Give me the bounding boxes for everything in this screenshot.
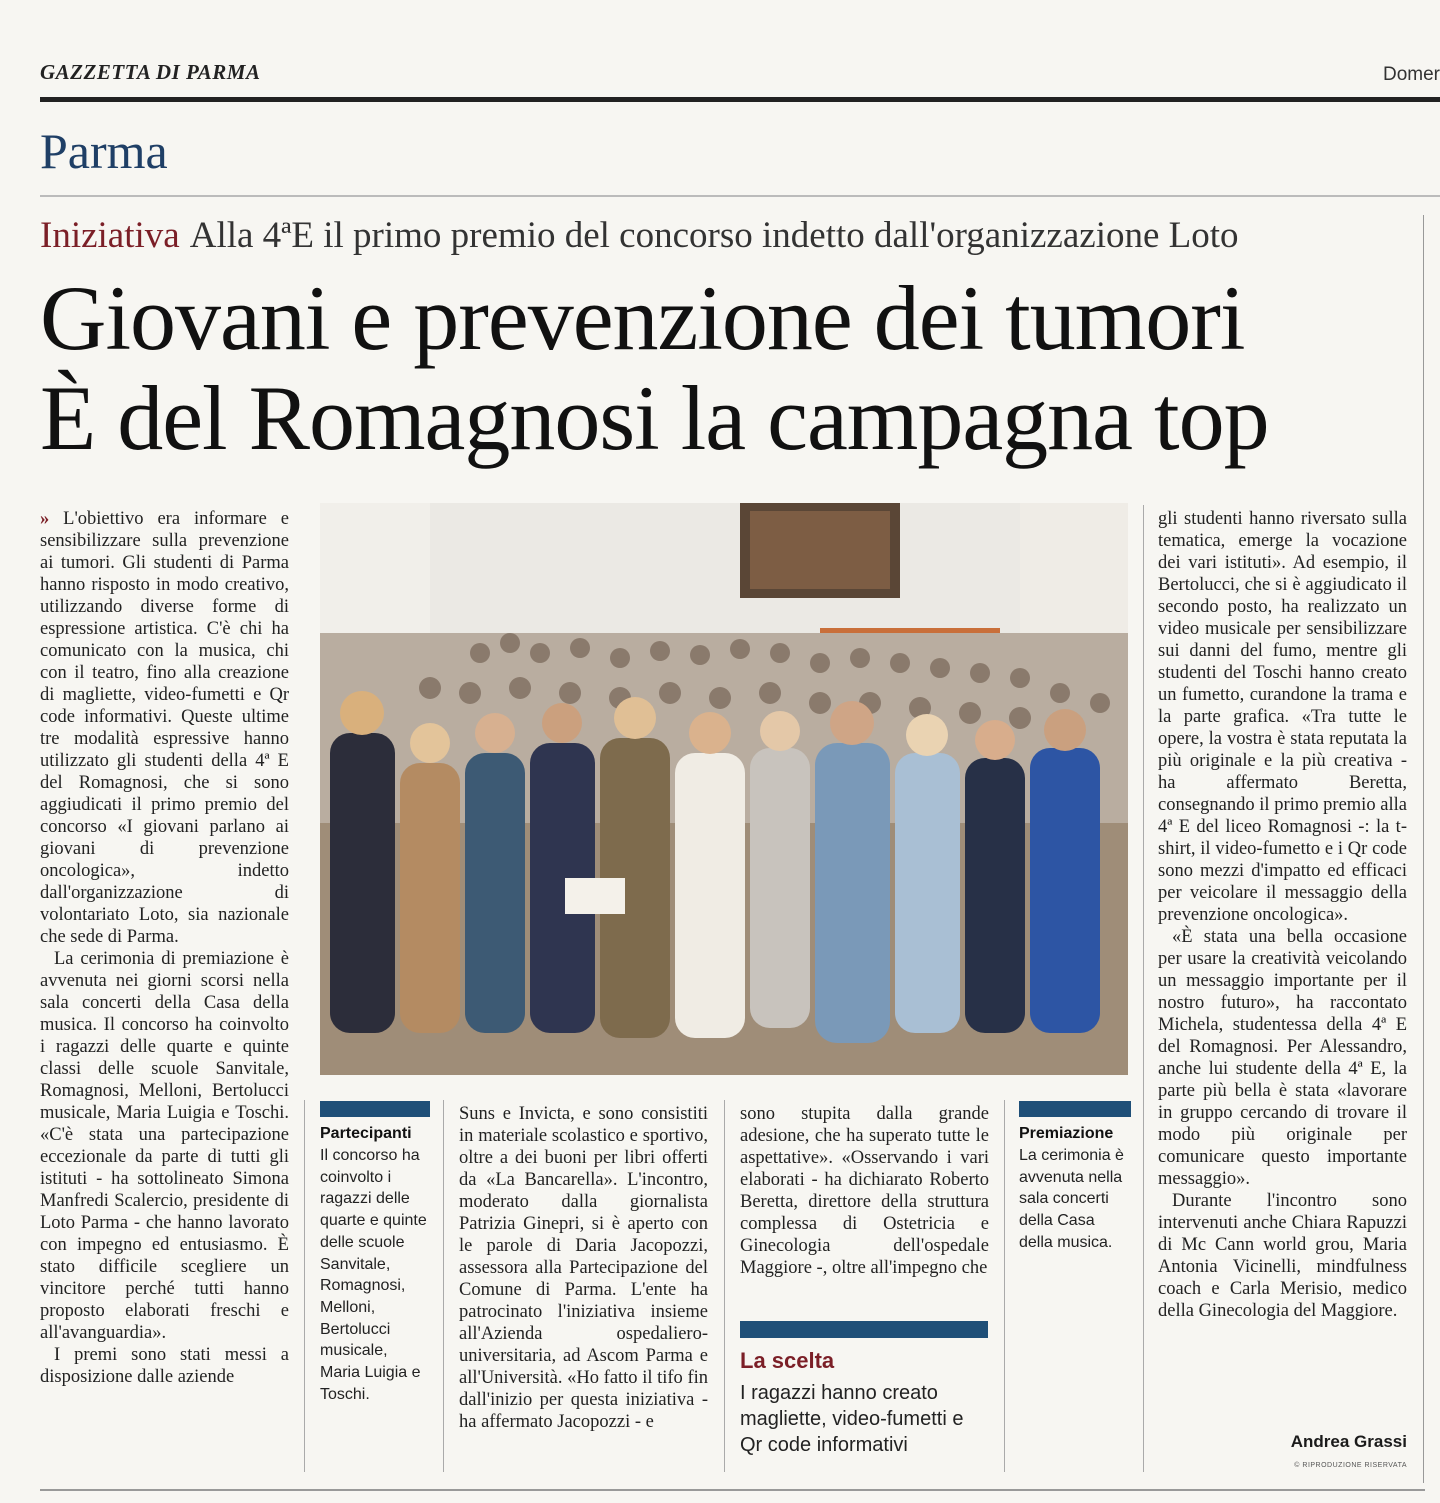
sidebar-bar (320, 1101, 430, 1117)
article-paragraph: I premi sono stati messi a disposizione dalle aziende (40, 1345, 289, 1387)
sidebar-text: La cerimonia è avvenuta nella sala concerti della Casa della musica. (1019, 1147, 1124, 1251)
column-divider (1004, 1100, 1005, 1472)
section-rule (40, 195, 1440, 197)
sidebar-text: Il concorso ha coinvolto i ragazzi delle quarte e quinte delle scuole Sanvitale, Romagnosi, Melloni, Bertolucci musicale, Maria Luigia e Toschi. (320, 1147, 427, 1403)
article-column-4 (740, 1103, 989, 1279)
group-photo-image (320, 503, 1128, 1075)
sidebar-partecipanti (320, 1101, 430, 1405)
article-paragraph: sono stupita dalla grande adesione, che ha superato tutte le aspettative». «Osservando i vari elaborati - ha dichiarato Roberto Beretta, direttore della struttura complessa di Ostetricia e Ginecologia dell'ospedale Maggiore -, oltre all'impegno che (740, 1104, 989, 1278)
article-paragraph: Suns e Invicta, e sono consistiti in materiale scolastico e sportivo, oltre a dei buoni per libri offerti da «La Bancarella». L'incontro, moderato dalla giornalista Patrizia Ginepri, si è aperto con le parole di Daria Jacopozzi, assessora alla Partecipazione del Comune di Parma. L'ente ha patrocinato l'iniziativa insieme all'Azienda ospedaliero-universitaria, ad Ascom Parma e all'Università. «Ho fatto il tifo fin dall'inizio per questa iniziativa - ha affermato Jacopozzi - e (459, 1104, 708, 1432)
pull-quote-la-scelta (740, 1321, 988, 1458)
article-lead-text: L'obiettivo era informare e sensibilizzare sulla prevenzione ai tumori. Gli studenti di Parma hanno risposto in modo creativo, utilizzando diverse forme di espressione artistica. C'è chi ha comunicato con la musica, chi con il teatro, fino alla creazione di magliette, video-fumetti e Qr code informativi. Queste ultime tre modalità espressive hanno utilizzato gli studenti della 4ª E del Romagnosi, che si sono aggiudicati il primo premio del concorso «I giovani parlano ai giovani di prevenzione oncologica», indetto dall'organizzazione di volontariato Loto, sia nazionale che sede di Parma. (40, 509, 289, 947)
page-bottom-rule (40, 1489, 1425, 1491)
masthead-name: GAZZETTA DI PARMA (40, 60, 261, 84)
masthead-rule (40, 97, 1440, 102)
rights-notice: © RIPRODUZIONE RISERVATA (1294, 1462, 1407, 1469)
kicker-tag: Iniziativa (40, 215, 180, 256)
headline (40, 268, 1430, 468)
sidebar-bar (1019, 1101, 1131, 1117)
headline-line-2: È del Romagnosi la campagna top (40, 367, 1269, 469)
kicker (40, 214, 1239, 257)
lead-mark: » (40, 509, 50, 529)
masthead-date: Domer (1382, 64, 1440, 85)
byline: Andrea Grassi (1290, 1432, 1407, 1451)
pull-quote-title: La scelta (740, 1348, 835, 1373)
article-paragraph: gli studenti hanno riversato sulla tematica, emerge la vocazione dei vari istituti». Ad esempio, il Bertolucci, che si è aggiudicato il secondo posto, ha realizzato un video musicale per sensibilizzare sui danni del fumo, mentre gli studenti del Toschi hanno creato un fumetto, curandone la trama e la parte grafica. «Tra tutte le opere, la vostra è stata reputata la più originale e la più creativa - ha affermato Beretta, consegnando il primo premio alla 4ª E del liceo Romagnosi -: la t-shirt, il video-fumetto e i Qr code sono mezzi d'impatto ed efficaci per veicolare il messaggio della prevenzione oncologica». (1158, 509, 1407, 925)
article-column-5 (1158, 508, 1407, 1322)
sidebar-title: Partecipanti (320, 1125, 412, 1142)
pull-quote-bar (740, 1321, 988, 1338)
article-paragraph: La cerimonia di premiazione è avvenuta nei giorni scorsi nella sala concerti della Casa della musica. Il concorso ha coinvolto i ragazzi delle quarte e quinte classi delle scuole Sanvitale, Romagnosi, Melloni, Bertolucci musicale, Maria Luigia e Toschi. «C'è stata una partecipazione eccezionale da parte di tutti gli istituti - ha sottolineato Simona Manfredi Scalercio, presidente di Loto Parma - che hanno lavorato con impegno ed entusiasmo. È stato difficile scegliere un vincitore perché tutti hanno proposto elaborati freschi e all'avanguardia». (40, 949, 289, 1343)
headline-line-1: Giovani e prevenzione dei tumori (40, 267, 1245, 369)
article-paragraph: «È stata una bella occasione per usare la creatività veicolando un messaggio importante per il nostro futuro», ha raccontato Michela, studentessa della 4ª E del Romagnosi. Per Alessandro, anche lui studente della 4ª E, la parte più bella è stata «lavorare in gruppo cercando di trovare il modo più originale per comunicare questo importante messaggio». (1158, 927, 1407, 1189)
section-title: Parma (40, 123, 168, 179)
column-divider (304, 1100, 305, 1472)
article-column-3 (459, 1103, 708, 1433)
article-column-1 (40, 508, 289, 1388)
kicker-text: Alla 4ªE il primo premio del concorso indetto dall'organizzazione Loto (189, 215, 1239, 256)
pull-quote-text: I ragazzi hanno creato magliette, video-fumetti e Qr code informativi (740, 1382, 964, 1456)
article-paragraph (40, 508, 289, 948)
column-divider (1143, 505, 1144, 1472)
article-paragraph: Durante l'incontro sono intervenuti anche Chiara Rapuzzi di Mc Cann world grou, Maria Antonia Vicinelli, mindfulness coach e Carla Merisio, medico della Ginecologia del Maggiore. (1158, 1191, 1407, 1321)
column-divider (724, 1100, 725, 1472)
sidebar-title: Premiazione (1019, 1125, 1114, 1142)
column-divider (443, 1100, 444, 1472)
event-photo (320, 503, 1128, 1075)
sidebar-premiazione (1019, 1101, 1131, 1254)
